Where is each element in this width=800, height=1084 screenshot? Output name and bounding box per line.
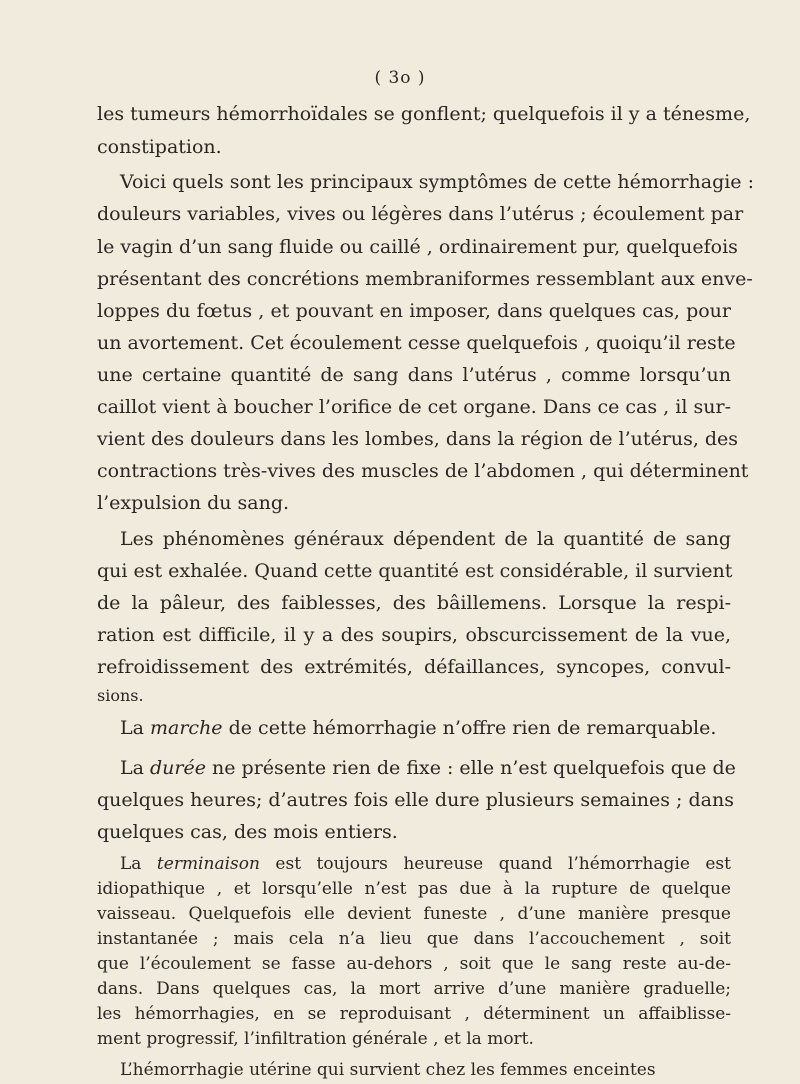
text-line: loppes du fœtus , et pouvant en imposer, dans quelques cas, pour <box>97 300 731 322</box>
paragraph-duree <box>120 754 736 782</box>
text-line: vient des douleurs dans les lombes, dans la région de l’utérus, des <box>97 428 739 450</box>
paragraph-terminaison <box>120 850 731 878</box>
text-line: qui est exhalée. Quand cette quantité est considérable, il survient <box>97 560 733 582</box>
final-line: L’hémorrhagie utérine qui survient chez les femmes enceintes <box>120 1060 656 1080</box>
lead-word: La <box>120 757 144 779</box>
text-line: idiopathique , et lorsqu’elle n’est pas due à la rupture de quelque <box>97 879 731 899</box>
text-line: Les phénomènes généraux dépendent de la quantité de sang <box>120 528 731 550</box>
text-line: présentant des concrétions membraniformes ressemblant aux enve- <box>97 268 753 290</box>
text-line: l’expulsion du sang. <box>97 492 290 514</box>
text-line: dans. Dans quelques cas, la mort arrive d’une manière graduelle; <box>97 979 731 999</box>
text-line: que l’écoulement se fasse au-dehors , soit que le sang reste au-de- <box>97 954 731 974</box>
page-number: ( 3o ) <box>374 68 426 88</box>
term-duree: durée <box>150 757 206 779</box>
text-line: Voici quels sont les principaux symptômes de cette hémorrhagie : <box>120 171 754 193</box>
text-line: ration est difficile, il y a des soupirs, obscurcissement de la vue, <box>97 624 731 646</box>
line-rest: est toujours heureuse quand l’hémorrhagie est <box>275 854 731 874</box>
term-terminaison: terminaison <box>156 854 260 874</box>
lead-word: La <box>120 854 142 874</box>
term-marche: marche <box>150 717 223 739</box>
text-line: contractions très-vives des muscles de l’abdomen , qui déterminent <box>97 460 749 482</box>
text-line: douleurs variables, vives ou légères dans l’utérus ; écoulement par <box>97 203 744 225</box>
text-line: quelques heures; d’autres fois elle dure plusieurs semaines ; dans <box>97 789 734 811</box>
text-line: une certaine quantité de sang dans l’utérus , comme lorsqu’un <box>97 364 731 386</box>
text-line: instantanée ; mais cela n’a lieu que dans l’accouchement , soit <box>97 929 731 949</box>
line-rest: ne présente rien de fixe : elle n’est quelquefois que de <box>212 757 736 779</box>
text-line: constipation. <box>97 136 222 158</box>
paragraph-marche <box>120 714 731 742</box>
text-line: refroidissement des extrémités, défaillances, syncopes, convul- <box>97 656 731 678</box>
text-line: quelques cas, des mois entiers. <box>97 821 398 843</box>
text-line: de la pâleur, des faiblesses, des bâillemens. Lorsque la respi- <box>97 592 731 614</box>
text-line: les tumeurs hémorrhoïdales se gonflent; quelquefois il y a ténesme, <box>97 103 751 125</box>
text-line: ment progressif, l’infiltration générale , et la mort. <box>97 1029 534 1049</box>
text-line: caillot vient à boucher l’orifice de cet organe. Dans ce cas , il sur- <box>97 396 731 418</box>
lead-word: La <box>120 717 144 739</box>
line-rest: de cette hémorrhagie n’offre rien de remarquable. <box>228 717 717 739</box>
text-line: un avortement. Cet écoulement cesse quelquefois , quoiqu’il reste <box>97 332 736 354</box>
text-line: vaisseau. Quelquefois elle devient funeste , d’une manière presque <box>97 904 731 924</box>
text-line: le vagin d’un sang fluide ou caillé , ordinairement pur, quelquefois <box>97 236 738 258</box>
text-line: les hémorrhagies, en se reproduisant , déterminent un affaiblisse- <box>97 1004 731 1024</box>
text-line: sions. <box>97 686 144 705</box>
